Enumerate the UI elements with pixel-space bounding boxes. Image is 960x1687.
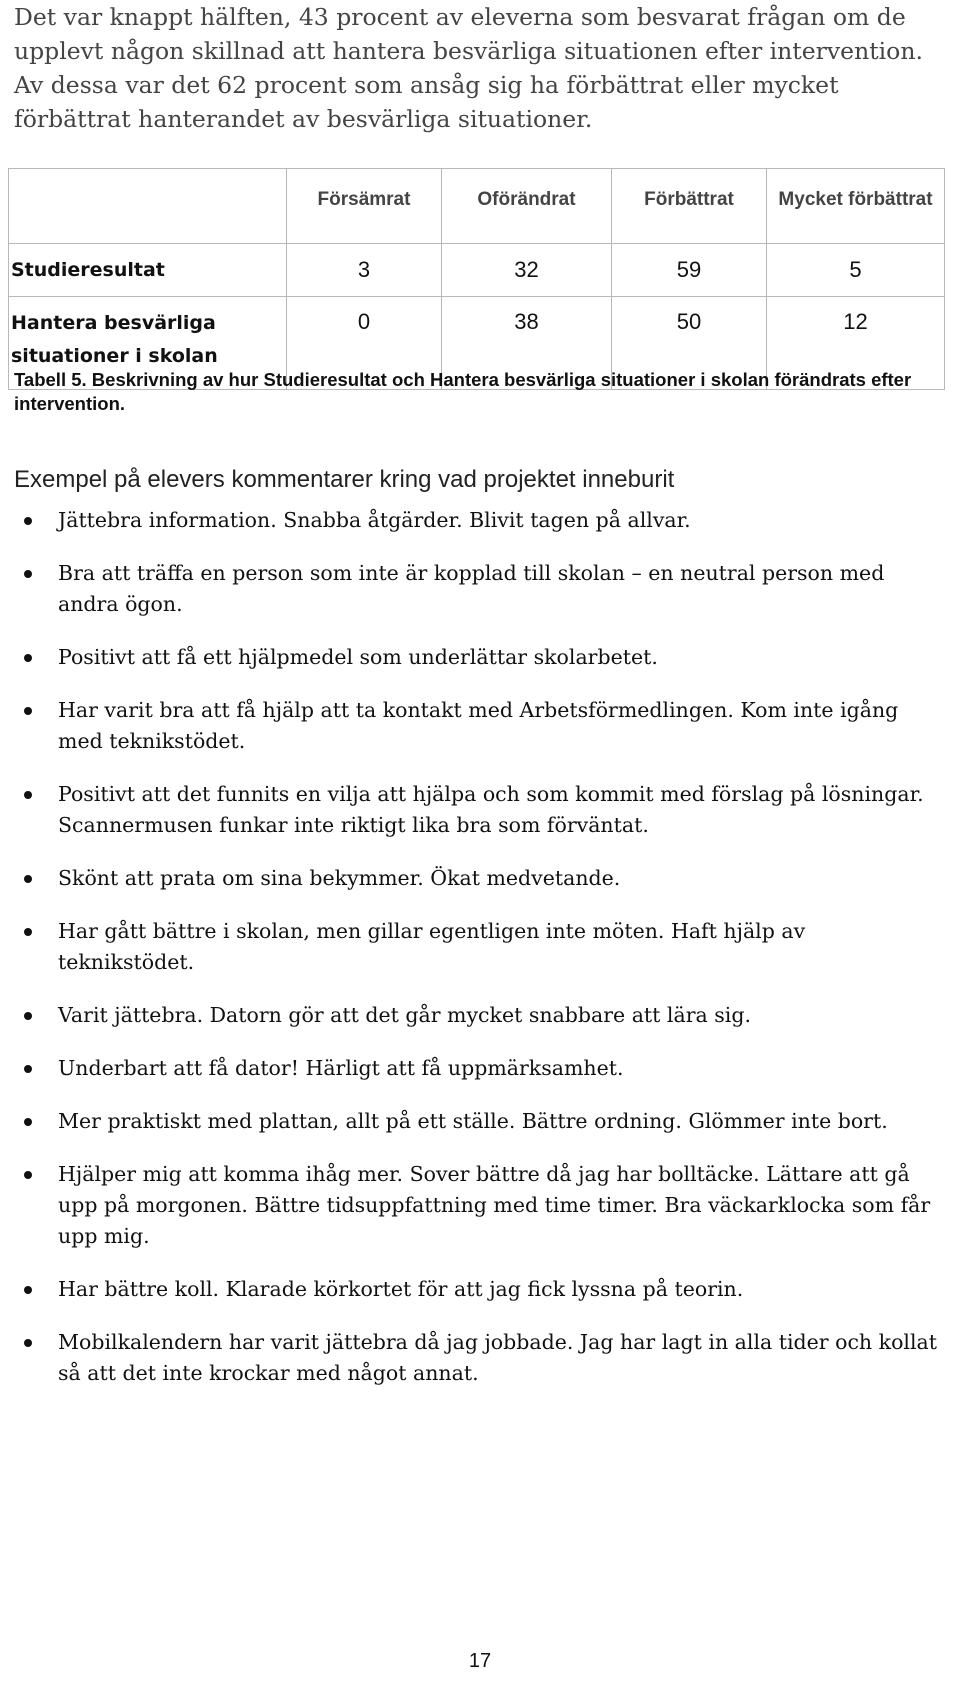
bullet-icon: [24, 1118, 32, 1126]
table-caption: Tabell 5. Beskrivning av hur Studieresultat och Hantera besvärliga situationer i skolan förändrats efter intervention.: [14, 369, 912, 414]
intro-paragraph: Det var knappt hälften, 43 procent av eleverna som besvarat frågan om de upplevt någon skillnad att hantera besvärliga situationen efter intervention. Av dessa var det 62 procent som ansåg sig ha förbättrat eller mycket förbättrat hanterandet av besvärliga situationer.: [14, 3, 923, 133]
comment-text: Skönt att prata om sina bekymmer. Ökat medvetande.: [58, 866, 621, 890]
list-item: [0, 695, 945, 757]
results-table: [8, 168, 945, 390]
list-item: [0, 642, 945, 673]
comment-text: Har gått bättre i skolan, men gillar egentligen inte möten. Haft hjälp av teknikstödet.: [58, 919, 806, 974]
list-item: [0, 863, 945, 894]
bullet-icon: [24, 1286, 32, 1294]
comment-text: Varit jättebra. Datorn gör att det går mycket snabbare att lära sig.: [58, 1003, 751, 1027]
bullet-icon: [24, 570, 32, 578]
table-header-corner: [9, 169, 287, 244]
comment-text: Positivt att det funnits en vilja att hjälpa och som kommit med förslag på lösningar. Scannermusen funkar inte riktigt lika bra som förväntat.: [58, 782, 924, 837]
bullet-icon: [24, 1012, 32, 1020]
list-item: [0, 1159, 945, 1252]
column-header-forbattrat: Förbättrat: [612, 169, 767, 244]
list-item: [0, 558, 945, 620]
comment-text: Underbart att få dator! Härligt att få uppmärksamhet.: [58, 1056, 624, 1080]
list-item: [0, 916, 945, 978]
list-item: [0, 1106, 945, 1137]
list-item: [0, 505, 945, 536]
page-number: 17: [468, 1650, 492, 1672]
table-cell: 5: [767, 244, 945, 297]
comment-text: Positivt att få ett hjälpmedel som underlättar skolarbetet.: [58, 645, 658, 669]
table-row: [9, 244, 945, 297]
comment-text: Jättebra information. Snabba åtgärder. Blivit tagen på allvar.: [58, 508, 691, 532]
comment-text: Har varit bra att få hjälp att ta kontakt med Arbetsförmedlingen. Kom inte igång med teknikstödet.: [58, 698, 899, 753]
bullet-icon: [24, 654, 32, 662]
table-cell: 38: [442, 297, 612, 390]
column-header-mycket-forbattrat: Mycket förbättrat: [767, 169, 945, 244]
table-cell: 59: [612, 244, 767, 297]
row-label: Hantera besvärliga situationer i skolan: [9, 297, 287, 390]
list-item: [0, 1327, 945, 1389]
table-cell: 0: [287, 297, 442, 390]
comment-text: Mobilkalendern har varit jättebra då jag jobbade. Jag har lagt in alla tider och kollat så att det inte krockar med något annat.: [58, 1330, 937, 1385]
bullet-icon: [24, 875, 32, 883]
table-cell: 32: [442, 244, 612, 297]
comment-text: Bra att träffa en person som inte är kopplad till skolan – en neutral person med andra ögon.: [58, 561, 885, 616]
list-item: [0, 1053, 945, 1084]
list-item: [0, 1000, 945, 1031]
comment-text: Mer praktiskt med plattan, allt på ett ställe. Bättre ordning. Glömmer inte bort.: [58, 1109, 888, 1133]
bullet-icon: [24, 1339, 32, 1347]
bullet-icon: [24, 517, 32, 525]
bullet-icon: [24, 707, 32, 715]
bullet-icon: [24, 791, 32, 799]
column-header-forsamrat: Försämrat: [287, 169, 442, 244]
bullet-icon: [24, 928, 32, 936]
column-header-oforandrat: Oförändrat: [442, 169, 612, 244]
list-item: [0, 1274, 945, 1305]
table-header-row: [9, 169, 945, 244]
comment-text: Har bättre koll. Klarade körkortet för att jag fick lyssna på teorin.: [58, 1277, 744, 1301]
comment-list: [0, 505, 945, 1411]
table-cell: 50: [612, 297, 767, 390]
list-item: [0, 779, 945, 841]
table-cell: 3: [287, 244, 442, 297]
bullet-icon: [24, 1171, 32, 1179]
table-cell: 12: [767, 297, 945, 390]
comment-text: Hjälper mig att komma ihåg mer. Sover bättre då jag har bolltäcke. Lättare att gå upp på morgonen. Bättre tidsuppfattning med time timer. Bra väckarklocka som får upp mig.: [58, 1162, 931, 1248]
bullet-icon: [24, 1065, 32, 1073]
section-heading: Exempel på elevers kommentarer kring vad projektet inneburit: [14, 466, 675, 493]
row-label: Studieresultat: [9, 244, 287, 297]
